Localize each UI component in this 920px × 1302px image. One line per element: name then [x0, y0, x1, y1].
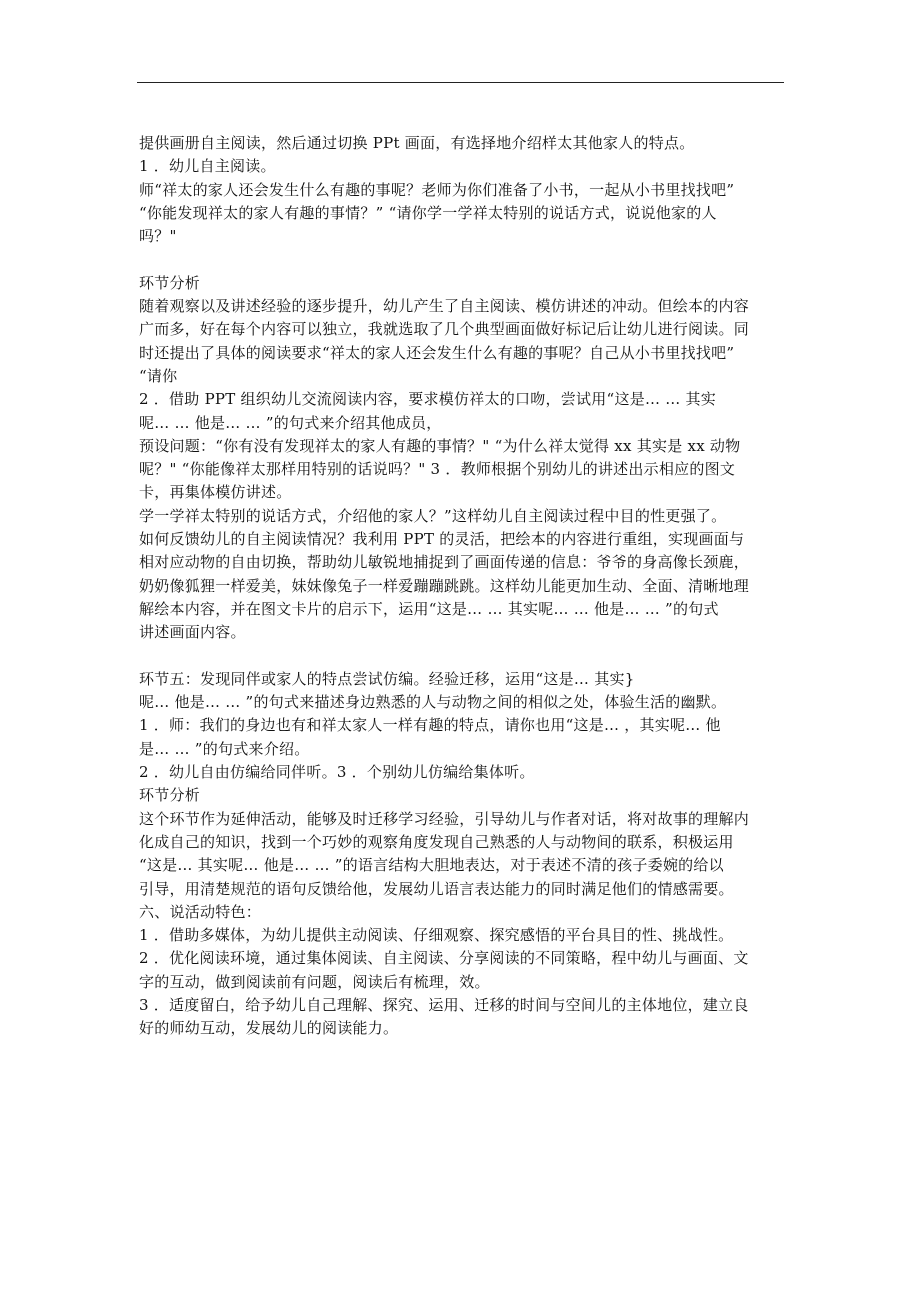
section-heading: 环节分析	[139, 273, 201, 292]
text-line: 1 ．师：我们的身边也有和祥太家人一样有趣的特点，请你也用“这是… ，其实呢… 他	[139, 716, 721, 735]
text-line: 学一学祥太特别的说话方式，介绍他的家人？”这样幼儿自主阅读过程中目的性更强了。	[139, 506, 727, 525]
text-line: 是… … ”的句式来介绍。	[139, 739, 310, 758]
text-line: 时还提出了具体的阅读要求“祥太的家人还会发生什么有趣的事呢？自己从小书里找找吧”	[139, 343, 735, 362]
text-line: 解绘本内容，并在图文卡片的启示下，运用“这是… … 其实呢… … 他是… … ”的句式	[139, 599, 719, 618]
text-line: 提供画册自主阅读，然后通过切换 PPt 画面，有选择地介绍样太其他家人的特点。	[139, 134, 695, 152]
document-body	[139, 132, 789, 1041]
text-line: 3 ．适度留白，给予幼儿自己理解、探究、运用、迁移的时间与空间儿的主体地位，建立良	[139, 995, 749, 1014]
header-rule	[137, 82, 784, 83]
text-line: 如何反馈幼儿的自主阅读情况？我利用 PPT 的灵活，把绘本的内容进行重组，实现画面与	[139, 530, 745, 549]
blank-line	[139, 645, 789, 668]
text-line: 广而多，好在每个内容可以独立，我就选取了几个典型画面做好标记后让幼儿进行阅读。同	[139, 320, 750, 339]
text-line: 奶奶像狐狸一样爱美，妹妹像兔子一样爱蹦蹦跳跳。这样幼儿能更加生动、全面、清晰地理	[139, 576, 750, 595]
text-line: 相对应动物的自由切换，帮助幼儿敏锐地捕捉到了画面传递的信息：爷爷的身高像长颈鹿，	[139, 553, 750, 572]
text-line: 预设问题：“你有没有发现祥太的家人有趣的事情？" “为什么祥太觉得 xx 其实是 xx 动物	[139, 436, 741, 455]
text-line: 1 ．幼儿自主阅读。	[139, 157, 276, 176]
blank-line	[139, 248, 789, 271]
text-line: 好的师幼互动，发展幼儿的阅读能力。	[139, 1019, 399, 1038]
text-line: “这是… 其实呢… 他是… … ”的语言结构大胆地表达，对于表述不清的孩子委婉的给以	[139, 856, 724, 875]
text-line: 2 ．幼儿自由仿编给同伴听。3 ．个别幼儿仿编给集体听。	[139, 763, 535, 782]
text-line: 吗？"	[139, 227, 177, 246]
text-line: 呢… 他是… … ”的句式来描述身边熟悉的人与动物之间的相似之处，体验生活的幽默。	[139, 693, 727, 712]
text-line: 呢？" “你能像祥太那样用特别的话说吗？" 3 ．教师根据个别幼儿的讲述出示相应的图文	[139, 460, 736, 479]
section-heading: 环节分析	[139, 786, 201, 805]
text-line: 字的互动，做到阅读前有问题，阅读后有梳理，效。	[139, 972, 490, 991]
text-line: 师“祥太的家人还会发生什么有趣的事呢？老师为你们准备了小书，一起从小书里找找吧”	[139, 180, 735, 199]
text-line: 呢… … 他是… … ”的句式来介绍其他成员，	[139, 413, 442, 432]
text-line: 2 ．借助 PPT 组织幼儿交流阅读内容，要求模仿祥太的口吻，尝试用“这是… … 其实	[139, 390, 716, 409]
text-line: 2 ．优化阅读环境，通过集体阅读、自主阅读、分享阅读的不同策略，程中幼儿与画面、文	[139, 949, 749, 968]
section-heading: 环节五：发现同伴或家人的特点尝试仿编。经验迁移，运用“这是… 其实}	[139, 669, 635, 688]
text-line: 引导，用清楚规范的语句反馈给他，发展幼儿语言表达能力的同时满足他们的情感需要。	[139, 879, 734, 898]
text-line: 这个环节作为延伸活动，能够及时迁移学习经验，引导幼儿与作者对话，将对故事的理解内	[139, 809, 750, 828]
text-line: 1 ．借助多媒体，为幼儿提供主动阅读、仔细观察、探究感悟的平台具目的性、挑战性。	[139, 926, 734, 945]
text-line: 随着观察以及讲述经验的逐步提升，幼儿产生了自主阅读、模仿讲述的冲动。但绘本的内容	[139, 297, 750, 316]
text-line: 化成自己的知识，找到一个巧妙的观察角度发现自己熟悉的人与动物间的联系，积极运用	[139, 832, 734, 851]
text-line: 卡，再集体模仿讲述。	[139, 483, 292, 502]
text-line: “请你	[139, 366, 178, 385]
section-heading: 六、说活动特色：	[139, 902, 262, 921]
text-line: 讲述画面内容。	[139, 623, 246, 642]
text-line: “你能发现祥太的家人有趣的事情？” “请你学一学祥太特别的说话方式，说说他家的人	[139, 203, 717, 222]
